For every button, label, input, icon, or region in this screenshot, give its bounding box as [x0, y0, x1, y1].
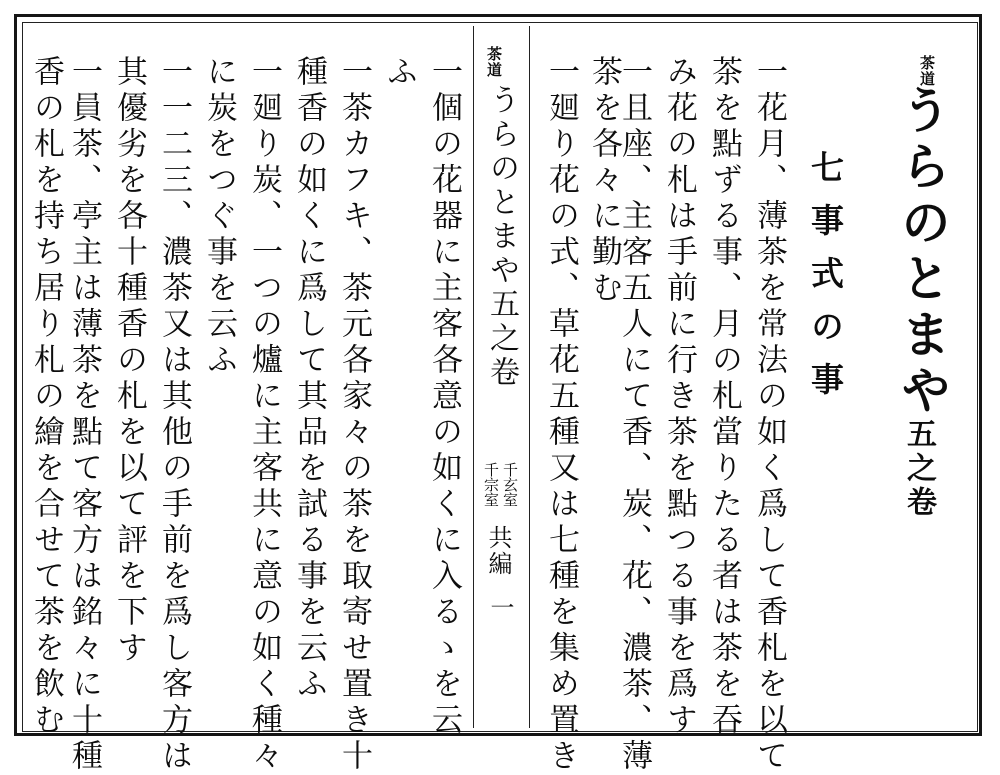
spine-title: うらのとまや五之卷: [484, 84, 519, 390]
spine-author-2: 千宗室: [482, 462, 500, 507]
book-title: うらのとまや: [893, 84, 952, 420]
spine-page-number: 一: [486, 595, 514, 619]
right-column-1: 一花月、薄茶を常法の如く爲して香札を以て: [751, 55, 787, 775]
spine-joint-label: 共編: [484, 525, 512, 577]
left-column-1: 一個の花器に主客各意の如くに入るゝを云: [426, 55, 462, 739]
left-column-4: 種香の如くに爲して其品を試る事を云ふ: [291, 55, 327, 703]
left-column-9: 一員茶、亭主は薄茶を點て客方は銘々に十種: [66, 55, 102, 775]
left-column-3: 一茶カフキ、茶元各家々の茶を取寄せ置き十: [336, 55, 372, 775]
right-column-6: 一廻り花の式、草花五種又は七種を集め置き: [543, 55, 579, 775]
spine-author-1: 千玄室: [501, 462, 519, 507]
right-column-4: 一且座、主客五人にて香、炭、花、濃茶、薄: [616, 55, 652, 775]
left-column-7: 一一二三、濃茶又は其他の手前を爲し客方は: [156, 55, 192, 775]
section-heading: 七事式の事: [806, 150, 845, 415]
spine-rule-right: [529, 26, 530, 728]
spine-rule-left: [473, 26, 474, 728]
left-column-2: ふ: [381, 55, 417, 91]
left-column-6: に炭をつぐ事を云ふ: [201, 55, 237, 379]
spine-series-label: 茶道: [485, 46, 503, 78]
series-label: 茶道: [918, 55, 936, 87]
left-column-8: 其優劣を各十種香の札を以て評を下す: [111, 55, 147, 667]
volume-label: 五之卷: [901, 418, 936, 520]
left-column-10: 香の札を持ち居り札の繪を合せて茶を飲む: [28, 55, 64, 739]
right-column-5: 茶を各々に勤む: [586, 55, 622, 307]
right-column-2: 茶を點ずる事、月の札當りたる者は茶を吞: [706, 55, 742, 739]
right-column-3: み花の札は手前に行き茶を點つる事を爲す: [661, 55, 697, 739]
left-column-5: 一廻り炭、一つの爐に主客共に意の如く種々: [246, 55, 282, 775]
